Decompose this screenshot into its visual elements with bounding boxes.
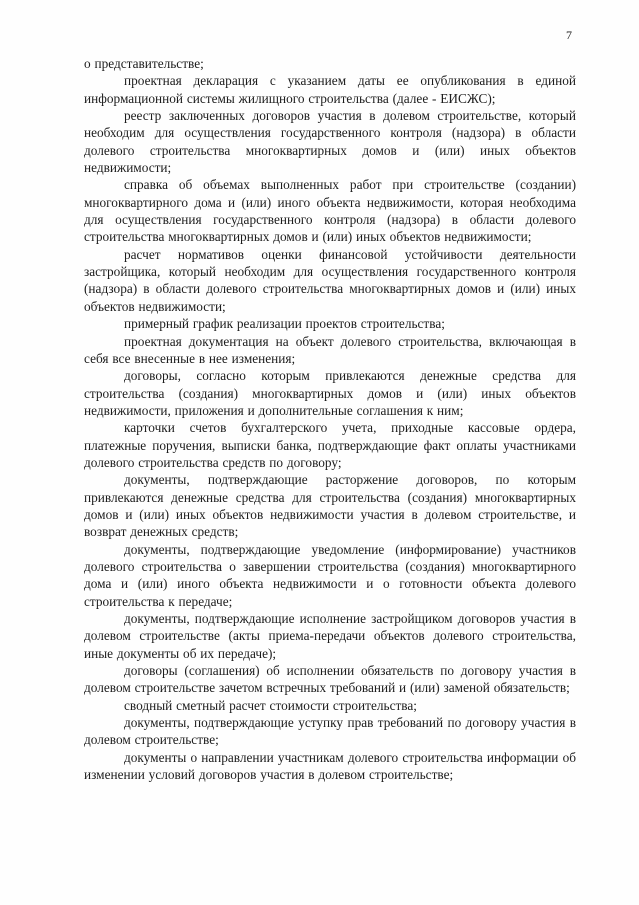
paragraph: проектная документация на объект долевого строительства, включающая в себя все внесенные в нее изменения;: [84, 333, 576, 366]
paragraph: документы о направлении участникам долевого строительства информации об изменении условий договоров участия в долевом строительстве;: [84, 749, 576, 783]
paragraph: реестр заключенных договоров участия в долевом строительстве, который необходим для осуществления государственного контроля (надзора) в области долевого строительства многоквартирных домов и (или) иных объектов недвижимости;: [84, 108, 576, 176]
paragraph: договоры (соглашения) об исполнении обязательств по договору участия в долевом строительстве зачетом встречных требований и (или) заменой обязательств;: [84, 663, 576, 696]
paragraph: о представительстве;: [84, 56, 204, 71]
paragraph: договоры, согласно которым привлекаются денежные средства для строительства (создания) многоквартирных домов и (или) иных объектов недвижимости, приложения и дополнительные соглашения к ним;: [84, 368, 576, 418]
paragraph: документы, подтверждающие исполнение застройщиком договоров участия в долевом строительстве (акты приема-передачи объектов долевого строительства, иные документы об их передаче);: [84, 611, 576, 661]
paragraph: карточки счетов бухгалтерского учета, приходные кассовые ордера, платежные поручения, выписки банка, подтверждающие факт оплаты участниками долевого строительства средств по договору;: [84, 420, 576, 470]
document-body: [84, 55, 576, 783]
page-number: 7: [566, 28, 572, 42]
paragraph: документы, подтверждающие уступку прав требований по договору участия в долевом строительстве;: [84, 715, 576, 748]
paragraph: документы, подтверждающие уведомление (информирование) участников долевого строительства о завершении строительства (создания) многоквартирного дома и (или) иного объекта недвижимости и о готовности объекта долевого строительства к передаче;: [84, 541, 576, 609]
paragraph: справка об объемах выполненных работ при строительстве (создании) многоквартирного дома и (или) иного объекта недвижимости, которая необходима для осуществления государственного контроля (надзора) в области долевого строительства многоквартирных домов и (или) иных объектов недвижимости;: [84, 177, 576, 245]
paragraph: сводный сметный расчет стоимости строительства;: [124, 697, 417, 713]
paragraph: расчет нормативов оценки финансовой устойчивости деятельности застройщика, который необходим для осуществления государственного контроля (надзора) в области долевого строительства многоквартирных домов и (или) иных объектов недвижимости;: [84, 246, 576, 314]
paragraph: документы, подтверждающие расторжение договоров, по которым привлекаются денежные средства для строительства (создания) многоквартирных домов и (или) иных объектов недвижимости участия в долевом строительстве, и возврат денежных средств;: [84, 472, 576, 540]
paragraph: проектная декларация с указанием даты ее опубликования в единой информационной системы жилищного строительства (далее - ЕИСЖС);: [84, 73, 576, 106]
paragraph: примерный график реализации проектов строительства;: [124, 316, 445, 332]
